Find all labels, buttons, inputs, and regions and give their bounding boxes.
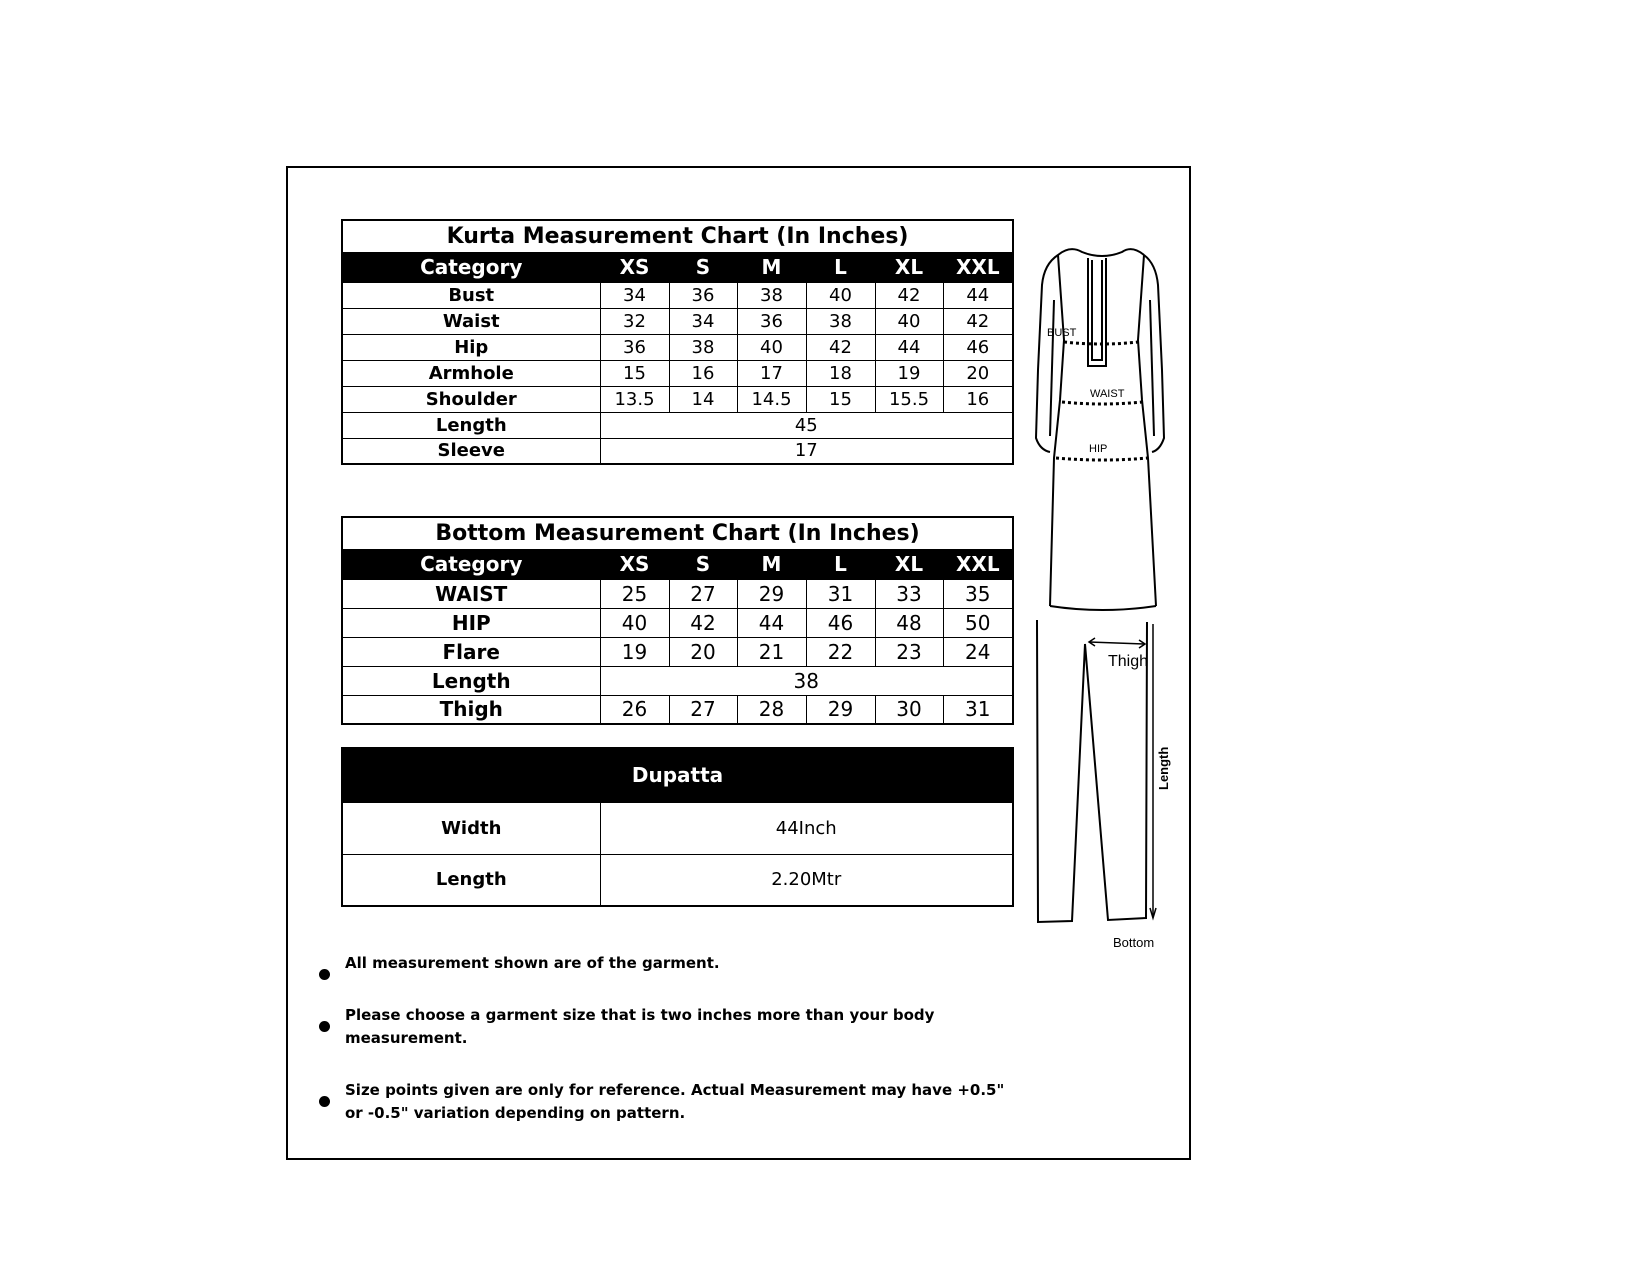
- dupatta-table: [341, 747, 1014, 907]
- kurta-outline: [1036, 249, 1164, 610]
- table-cell: 13.5: [600, 386, 669, 412]
- table-cell: 25: [600, 579, 669, 608]
- bullet-icon: [319, 1096, 330, 1107]
- bottom-row-thigh: [342, 695, 1013, 724]
- table-cell: 36: [669, 282, 737, 308]
- table-cell: 40: [600, 608, 669, 637]
- table-cell: 40: [737, 334, 806, 360]
- table-cell: 38: [737, 282, 806, 308]
- table-cell: 42: [875, 282, 943, 308]
- bottom-row-flare: [342, 637, 1013, 666]
- kurta-row-armhole: [342, 360, 1013, 386]
- table-cell: 19: [600, 637, 669, 666]
- row-label: Width: [342, 802, 600, 854]
- note-item: [318, 952, 1008, 975]
- table-cell: 21: [737, 637, 806, 666]
- kurta-measurement-table: [341, 219, 1014, 465]
- table-cell: 31: [806, 579, 875, 608]
- table-cell: 29: [806, 695, 875, 724]
- bottom-row-length: [342, 666, 1013, 695]
- length-label: Length: [1156, 746, 1171, 790]
- table-cell: 42: [943, 308, 1013, 334]
- table-cell: 38: [600, 666, 1013, 695]
- bottom-row-waist: [342, 579, 1013, 608]
- row-label: Thigh: [342, 695, 600, 724]
- table-cell: 33: [875, 579, 943, 608]
- table-cell: 28: [737, 695, 806, 724]
- table-cell: 16: [669, 360, 737, 386]
- table-cell: 36: [600, 334, 669, 360]
- note-item: [318, 1004, 1008, 1050]
- table-cell: 35: [943, 579, 1013, 608]
- table-cell: 22: [806, 637, 875, 666]
- table-cell: 26: [600, 695, 669, 724]
- header-cell: XXL: [943, 549, 1013, 579]
- row-label: HIP: [342, 608, 600, 637]
- table-cell: 27: [669, 695, 737, 724]
- table-cell: 16: [943, 386, 1013, 412]
- header-cell: Category: [342, 549, 600, 579]
- bullet-icon: [319, 969, 330, 980]
- note-item: [318, 1079, 1008, 1125]
- table-cell: 18: [806, 360, 875, 386]
- thigh-arrow: [1089, 638, 1145, 648]
- table-cell: 2.20Mtr: [600, 854, 1013, 906]
- kurta-row-hip: [342, 334, 1013, 360]
- table-cell: 34: [669, 308, 737, 334]
- table-cell: 48: [875, 608, 943, 637]
- dupatta-row-length: [342, 854, 1013, 906]
- thigh-label: Thigh: [1108, 653, 1149, 670]
- waist-line: [1062, 402, 1142, 404]
- header-cell: Category: [342, 252, 600, 282]
- row-label: Sleeve: [342, 438, 600, 464]
- table-cell: 17: [737, 360, 806, 386]
- row-label: Length: [342, 412, 600, 438]
- dupatta-table-title: Dupatta: [342, 748, 1013, 802]
- header-cell: M: [737, 252, 806, 282]
- header-cell: XL: [875, 252, 943, 282]
- table-cell: 23: [875, 637, 943, 666]
- header-cell: XS: [600, 549, 669, 579]
- bottom-header-row: [342, 549, 1013, 579]
- kurta-pant-diagram: [1020, 240, 1180, 970]
- kurta-row-length: [342, 412, 1013, 438]
- bottom-table-title: Bottom Measurement Chart (In Inches): [342, 517, 1013, 549]
- table-cell: 20: [943, 360, 1013, 386]
- table-cell: 15: [600, 360, 669, 386]
- kurta-table-title: Kurta Measurement Chart (In Inches): [342, 220, 1013, 252]
- note-text: Please choose a garment size that is two inches more than your body measurement.: [345, 1006, 935, 1047]
- table-cell: 38: [806, 308, 875, 334]
- row-label: Flare: [342, 637, 600, 666]
- table-cell: 32: [600, 308, 669, 334]
- row-label: Length: [342, 854, 600, 906]
- table-cell: 38: [669, 334, 737, 360]
- table-cell: 20: [669, 637, 737, 666]
- header-cell: S: [669, 252, 737, 282]
- garment-illustration: [1020, 240, 1180, 970]
- table-cell: 45: [600, 412, 1013, 438]
- header-cell: XXL: [943, 252, 1013, 282]
- table-cell: 46: [806, 608, 875, 637]
- bottom-measurement-table: [341, 516, 1014, 725]
- bottom-label: Bottom: [1113, 935, 1155, 950]
- row-label: WAIST: [342, 579, 600, 608]
- header-cell: M: [737, 549, 806, 579]
- table-cell: 34: [600, 282, 669, 308]
- note-text: Size points given are only for reference. Actual Measurement may have +0.5" or -0.5" variation depending on pattern.: [345, 1081, 1005, 1122]
- table-cell: 27: [669, 579, 737, 608]
- row-label: Bust: [342, 282, 600, 308]
- table-cell: 14.5: [737, 386, 806, 412]
- table-cell: 15: [806, 386, 875, 412]
- bottom-row-hip: [342, 608, 1013, 637]
- table-cell: 50: [943, 608, 1013, 637]
- header-cell: L: [806, 252, 875, 282]
- table-cell: 42: [669, 608, 737, 637]
- header-cell: XS: [600, 252, 669, 282]
- table-cell: 30: [875, 695, 943, 724]
- kurta-row-sleeve: [342, 438, 1013, 464]
- kurta-row-shoulder: [342, 386, 1013, 412]
- kurta-row-bust: [342, 282, 1013, 308]
- header-cell: S: [669, 549, 737, 579]
- table-cell: 14: [669, 386, 737, 412]
- table-cell: 40: [875, 308, 943, 334]
- table-cell: 44: [737, 608, 806, 637]
- table-cell: 17: [600, 438, 1013, 464]
- row-label: Waist: [342, 308, 600, 334]
- row-label: Shoulder: [342, 386, 600, 412]
- dupatta-row-width: [342, 802, 1013, 854]
- table-cell: 31: [943, 695, 1013, 724]
- header-cell: L: [806, 549, 875, 579]
- table-cell: 24: [943, 637, 1013, 666]
- note-text: All measurement shown are of the garment.: [345, 954, 720, 972]
- bust-label: BUST: [1047, 327, 1077, 339]
- kurta-header-row: [342, 252, 1013, 282]
- table-cell: 29: [737, 579, 806, 608]
- hip-line: [1056, 458, 1148, 460]
- table-cell: 46: [943, 334, 1013, 360]
- hip-label: HIP: [1089, 443, 1108, 455]
- table-cell: 44Inch: [600, 802, 1013, 854]
- table-cell: 36: [737, 308, 806, 334]
- row-label: Hip: [342, 334, 600, 360]
- table-cell: 40: [806, 282, 875, 308]
- row-label: Armhole: [342, 360, 600, 386]
- measurement-notes: [318, 952, 1008, 1125]
- bullet-icon: [319, 1021, 330, 1032]
- header-cell: XL: [875, 549, 943, 579]
- row-label: Length: [342, 666, 600, 695]
- table-cell: 44: [943, 282, 1013, 308]
- table-cell: 42: [806, 334, 875, 360]
- table-cell: 19: [875, 360, 943, 386]
- table-cell: 44: [875, 334, 943, 360]
- kurta-row-waist: [342, 308, 1013, 334]
- waist-label: WAIST: [1090, 388, 1125, 400]
- table-cell: 15.5: [875, 386, 943, 412]
